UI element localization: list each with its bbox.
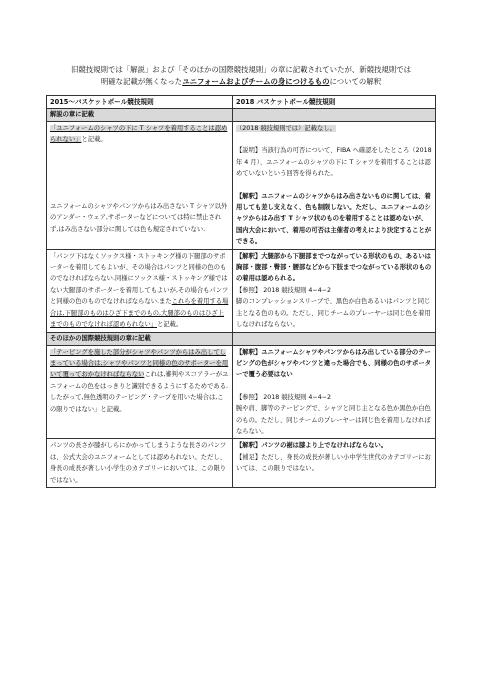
section-commentary-label: 解説の章に記載 bbox=[47, 109, 233, 122]
intro-line-2-prefix: 明確な記載が無くなった bbox=[100, 77, 183, 86]
row1-right-interp-text: ユニフォームのシャツからはみ出さないものに関しては、着用しても差し支えなく、色も制限しない。ただし、ユニフォームのシャツからはみ出す T シャツ状のものを着用することは認めないが、国内大会において、着用の可否は主催者の考えにより決定することができる。 bbox=[236, 192, 432, 246]
header-2015: 2015～バスケットボール競技規則 bbox=[47, 96, 233, 109]
row1-right bbox=[233, 122, 436, 250]
section-other-rules-label: そのほかの国際競技規則の章に記載 bbox=[47, 332, 233, 345]
intro-text bbox=[28, 64, 454, 88]
row1-right-explain-label: 【説明】 bbox=[236, 147, 262, 155]
row3-right-ref bbox=[236, 392, 432, 403]
row3-right bbox=[233, 345, 436, 439]
row4-left: パンツの長さが膝がしらにかかってしまうような長さのパンツは、公式大会のユニフォームとしては認められない。ただし、身長の成長が著しい小学生のカテゴリーにおいては、この限りではない。 bbox=[47, 439, 233, 488]
row4-right-interp-text: パンツの裾は膝より上でなければならない。 bbox=[261, 442, 388, 450]
row2-left-plain: 「パンツ下はなくソックス様・ストッキング様の下腿部のサポーターを着用してもよいが、その場合はパンツと同様の色のものでなければならない.同様にソックス様・ストッキング様ではない大腿部のサポーターを着用してもよいが,その場合もパンツと同様の色のものでなければならない.また bbox=[50, 252, 229, 306]
row1-right-interp-label: 【解釈】 bbox=[236, 192, 262, 200]
row2-left-after: と記載。 bbox=[157, 321, 183, 329]
row4-right-supp-label: 【補足】 bbox=[236, 453, 262, 461]
row3-right-interp bbox=[236, 347, 432, 381]
row2-right-ref-text: 脚のコンプレッションスリーブで、黒色か白色あるいはパンツと同じ主となる色のもの。ただし、同じチームのプレーヤーは同じ色を着用しなければならない。 bbox=[236, 298, 431, 329]
section-other-rules-empty bbox=[233, 332, 436, 345]
row2-left bbox=[47, 249, 233, 332]
table-row bbox=[47, 249, 436, 332]
table-row bbox=[47, 439, 436, 488]
row2-right-ref-label: 【参照】 bbox=[236, 286, 262, 294]
row2-right-ref bbox=[236, 285, 432, 296]
intro-line-2 bbox=[28, 76, 454, 88]
row4-right-interp bbox=[236, 440, 432, 451]
intro-emphasis: ユニフォームおよびチームの身につけるもの bbox=[182, 77, 330, 86]
row1-right-interp bbox=[236, 191, 432, 248]
row1-left bbox=[47, 122, 233, 250]
row2-right bbox=[233, 249, 436, 332]
row3-right-ref-label: 【参照】 bbox=[236, 393, 262, 401]
table-row bbox=[47, 345, 436, 439]
row1-left-quote: 「ユニフォームのシャツの下に T シャツを着用することは認められない」 bbox=[50, 125, 228, 144]
row2-right-interp bbox=[236, 251, 432, 285]
row4-right-interp-label: 【解釈】 bbox=[236, 442, 262, 450]
row1-left-after: と記載。 bbox=[81, 136, 107, 144]
section-row-other-rules bbox=[47, 332, 436, 345]
row3-right-interp-label: 【解釈】 bbox=[236, 348, 262, 356]
row3-right-interp-text: ユニフォームシャツやパンツからはみ出している部分のテーピングの色がシャツやパンツと違った場合でも、同様の色のサポーターで覆う必要はない bbox=[236, 348, 431, 379]
row3-left bbox=[47, 345, 233, 439]
row2-right-ref-rule: 2018 競技規則 4−4−2 bbox=[263, 286, 331, 294]
row4-right bbox=[233, 439, 436, 488]
row1-right-explain-text: 当該行為の可否について、FIBA へ確認をしたところ（2018 年 4 月）、ユニフォームのシャツの下に T シャツを着用することは認めていないという回答を得られた。 bbox=[236, 147, 432, 178]
header-2018: 2018 バスケットボール競技規則 bbox=[233, 96, 436, 109]
row1-right-note bbox=[236, 123, 432, 134]
section-row-commentary bbox=[47, 109, 436, 122]
row1-right-note-text: （2018 競技規則では）記載なし。 bbox=[236, 125, 336, 132]
comparison-table bbox=[46, 95, 436, 488]
intro-line-1: 旧競技規則では「解説」および「そのほかの国際競技規則」の章に記載されていたが、新競技規則では bbox=[71, 65, 411, 74]
intro-line-2-suffix: についての解釈 bbox=[329, 77, 382, 86]
row3-right-ref-text: 腕や肩、脚等のテーピングで、シャツと同じ主となる色か黒色か白色のもの。ただし、同じチームのプレーヤーは同じ色を着用しなければならない。 bbox=[236, 405, 431, 435]
row1-right-explain bbox=[236, 145, 432, 179]
row2-right-interp-label: 【解釈】 bbox=[236, 252, 262, 260]
row4-right-supp bbox=[236, 452, 432, 475]
section-commentary-empty bbox=[233, 109, 436, 122]
row2-left-underlined: これらを着用する場合は,下腿部のものはひざ下までのもの,大腿部のものはひざ上までのものでなければ認められない」 bbox=[50, 298, 229, 329]
row4-right-supp-text: ただし、身長の成長が著しい小中学生世代のカテゴリーにおいては、この限りではない。 bbox=[236, 453, 431, 473]
table-header-row bbox=[47, 96, 436, 109]
row3-left-rest: これは,審判やスコアラーがユニフォームの色をはっきりと識別できるようにするためである.したがって,無色透明のテーピング・テープを用いた場合は,この限りではない」と記載。 bbox=[50, 371, 229, 413]
row3-right-ref-rule: 2018 競技規則 4−4−2 bbox=[263, 393, 331, 401]
row2-right-interp-text: 大腿部から下腿部までつながっている形状のもの、あるいは胸部・腹部・臀部・腰部などから下肢までつながっている形状のものの着用は認められる。 bbox=[236, 252, 432, 283]
row1-left-para2: ユニフォームのシャツやパンツからはみ出さない T シャツ以外のアンダー・ウェア,サポーターなどについては特に禁止されず,はみ出さない部分に関しては色も規定されていない. bbox=[50, 202, 228, 233]
row3-left-underlined: 「テーピングを施した部分がシャツやパンツからはみ出してしまっている場合は,シャツやパンツと同様の色のサポーターを用いて覆っておかなければならない bbox=[50, 348, 229, 379]
table-row bbox=[47, 122, 436, 250]
